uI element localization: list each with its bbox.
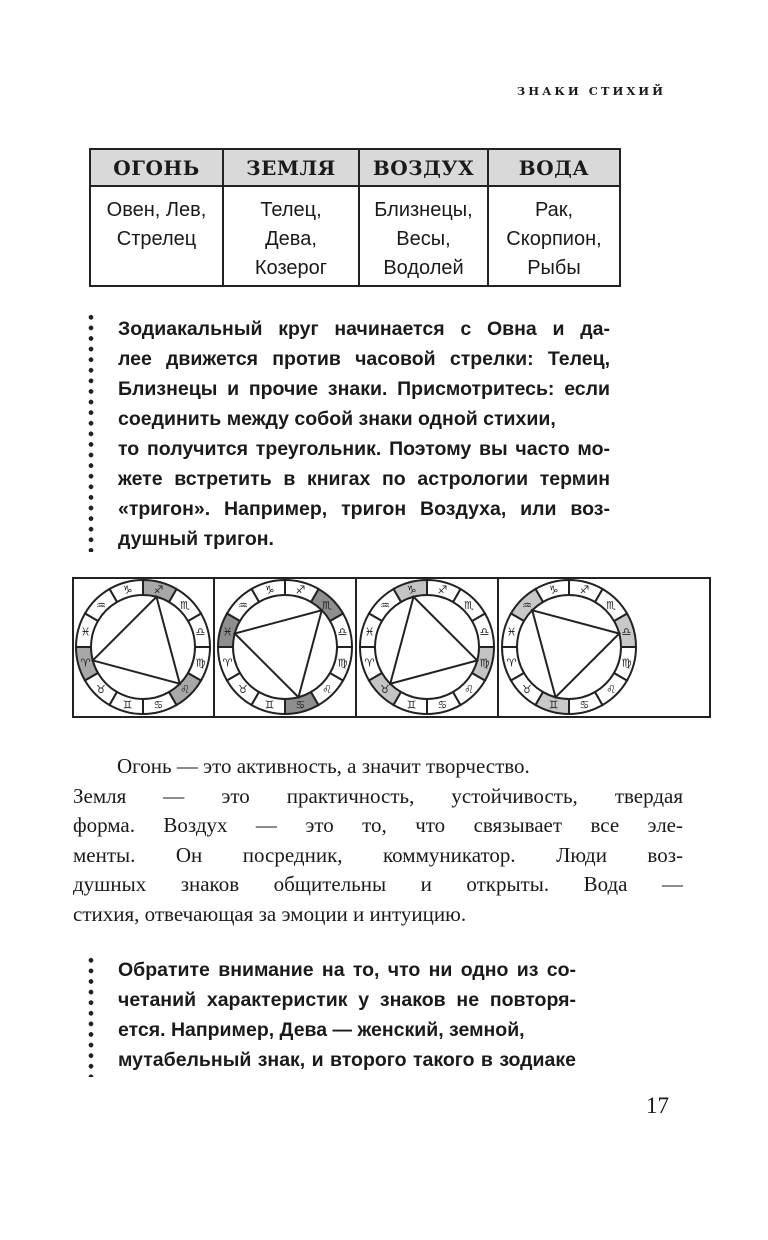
elements-table (89, 148, 621, 287)
cell-line: Весы, (396, 228, 451, 250)
zodiac-sign-glyph: ♈︎ (222, 656, 233, 670)
note-line: Близнецы и прочие знаки. Присмотритесь: если (118, 378, 610, 400)
body-line: Земля — это практичность, устойчивость, твердая (73, 783, 683, 808)
trigon-diagrams (72, 577, 711, 718)
zodiac-sign-glyph: ♎︎ (195, 625, 206, 639)
body-line: душных знаков общительны и открыты. Вода — (73, 872, 683, 897)
note-trigon (118, 314, 610, 554)
zodiac-wheel-earth (356, 579, 494, 716)
zodiac-wheels-svg (74, 579, 709, 716)
zodiac-sign-glyph: ♑︎ (264, 583, 275, 597)
table-row (90, 186, 620, 286)
note-line: «тригон». Например, тригон Воздуха, или воз- (118, 498, 610, 520)
zodiac-sign-glyph: ♌︎ (322, 683, 333, 697)
zodiac-sign-glyph: ♊︎ (122, 698, 133, 712)
zodiac-sign-glyph: ♈︎ (506, 656, 517, 670)
note-line: Зодиакальный круг начинается с Овна и да- (118, 318, 610, 340)
zodiac-sign-glyph: ♌︎ (606, 683, 617, 697)
zodiac-sign-glyph: ♓︎ (80, 625, 91, 639)
zodiac-sign-glyph: ♉︎ (237, 683, 248, 697)
zodiac-sign-glyph: ♌︎ (180, 683, 191, 697)
zodiac-sign-glyph: ♏︎ (180, 598, 191, 612)
zodiac-sign-glyph: ♑︎ (548, 583, 559, 597)
cell-fire-signs (90, 186, 223, 286)
zodiac-sign-glyph: ♍︎ (337, 656, 348, 670)
body-line: менты. Он посредник, коммуникатор. Люди воз- (73, 842, 683, 867)
cell-air-signs (359, 186, 488, 286)
zodiac-sign-glyph: ♉︎ (95, 683, 106, 697)
zodiac-sign-glyph: ♍︎ (195, 656, 206, 670)
zodiac-sign-glyph: ♏︎ (606, 598, 617, 612)
zodiac-sign-glyph: ♒︎ (521, 598, 532, 612)
body-line: форма. Воздух — это то, что связывает все эле- (73, 813, 683, 838)
zodiac-sign-glyph: ♎︎ (479, 625, 490, 639)
zodiac-sign-glyph: ♓︎ (222, 625, 233, 639)
zodiac-sign-glyph: ♒︎ (237, 598, 248, 612)
table-header-row (90, 149, 620, 186)
cell-line: Дева, (265, 228, 317, 250)
zodiac-sign-glyph: ♑︎ (122, 583, 133, 597)
zodiac-sign-glyph: ♌︎ (464, 683, 475, 697)
cell-line: Рыбы (527, 257, 581, 279)
header-water: ВОДА (488, 149, 620, 186)
note-combinations (118, 955, 576, 1075)
dotted-rule (88, 955, 94, 1077)
zodiac-sign-glyph: ♐︎ (437, 583, 448, 597)
zodiac-sign-glyph: ♋︎ (579, 698, 590, 712)
zodiac-sign-glyph: ♒︎ (95, 598, 106, 612)
zodiac-sign-glyph: ♏︎ (322, 598, 333, 612)
zodiac-sign-glyph: ♊︎ (406, 698, 417, 712)
zodiac-wheel-air (498, 579, 636, 716)
zodiac-sign-glyph: ♈︎ (364, 656, 375, 670)
zodiac-sign-glyph: ♒︎ (379, 598, 390, 612)
note-line: мутабельный знак, и второго такого в зодиаке (118, 1049, 576, 1071)
zodiac-sign-glyph: ♊︎ (548, 698, 559, 712)
header-earth: ЗЕМЛЯ (223, 149, 359, 186)
cell-line: Стрелец (116, 228, 197, 250)
note-line: то получится треугольник. Поэтому вы часто мо- (118, 438, 610, 460)
cell-line: Овен, Лев, (106, 199, 207, 221)
zodiac-wheel-water (214, 579, 352, 716)
note-line: ется. Например, Дева — женский, земной, (118, 1019, 525, 1041)
page-number: 17 (646, 1093, 669, 1118)
note-line: жете встретить в книгах по астрологии термин (118, 468, 610, 490)
zodiac-sign-glyph: ♎︎ (337, 625, 348, 639)
body-paragraph (73, 752, 683, 930)
dotted-rule (88, 312, 94, 552)
zodiac-sign-glyph: ♓︎ (506, 625, 517, 639)
cell-line: Водолей (383, 257, 464, 279)
header-air: ВОЗДУХ (359, 149, 488, 186)
cell-line: Телец, (260, 199, 322, 221)
body-line: стихия, отвечающая за эмоции и интуицию. (73, 901, 467, 926)
zodiac-sign-glyph: ♋︎ (437, 698, 448, 712)
zodiac-sign-glyph: ♋︎ (153, 698, 164, 712)
cell-earth-signs (223, 186, 359, 286)
cell-water-signs (488, 186, 620, 286)
body-line: Огонь — это активность, а значит творчество. (117, 754, 530, 778)
zodiac-wheel-fire (76, 580, 210, 714)
zodiac-sign-glyph: ♉︎ (521, 683, 532, 697)
note-line: душный тригон. (118, 528, 274, 550)
zodiac-sign-glyph: ♑︎ (406, 583, 417, 597)
running-head: ЗНАКИ СТИХИЙ (516, 84, 666, 98)
cell-line: Козерог (254, 257, 328, 279)
zodiac-sign-glyph: ♍︎ (621, 656, 632, 670)
zodiac-sign-glyph: ♏︎ (464, 598, 475, 612)
zodiac-sign-glyph: ♈︎ (80, 656, 91, 670)
zodiac-sign-glyph: ♊︎ (264, 698, 275, 712)
cell-line: Скорпион, (506, 228, 602, 250)
zodiac-sign-glyph: ♓︎ (364, 625, 375, 639)
zodiac-sign-glyph: ♐︎ (295, 583, 306, 597)
header-fire: ОГОНЬ (90, 149, 223, 186)
zodiac-sign-glyph: ♉︎ (379, 683, 390, 697)
zodiac-sign-glyph: ♍︎ (479, 656, 490, 670)
note-line: соединить между собой знаки одной стихии, (118, 408, 556, 430)
zodiac-sign-glyph: ♋︎ (295, 698, 306, 712)
cell-line: Близнецы, (374, 199, 473, 221)
note-line: Обратите внимание на то, что ни одно из со- (118, 959, 576, 981)
zodiac-sign-glyph: ♐︎ (579, 583, 590, 597)
cell-line: Рак, (534, 199, 574, 221)
zodiac-sign-glyph: ♎︎ (621, 625, 632, 639)
note-line: лее движется против часовой стрелки: Телец, (118, 348, 610, 370)
note-line: четаний характеристик у знаков не повторя- (118, 989, 576, 1011)
zodiac-sign-glyph: ♐︎ (153, 583, 164, 597)
